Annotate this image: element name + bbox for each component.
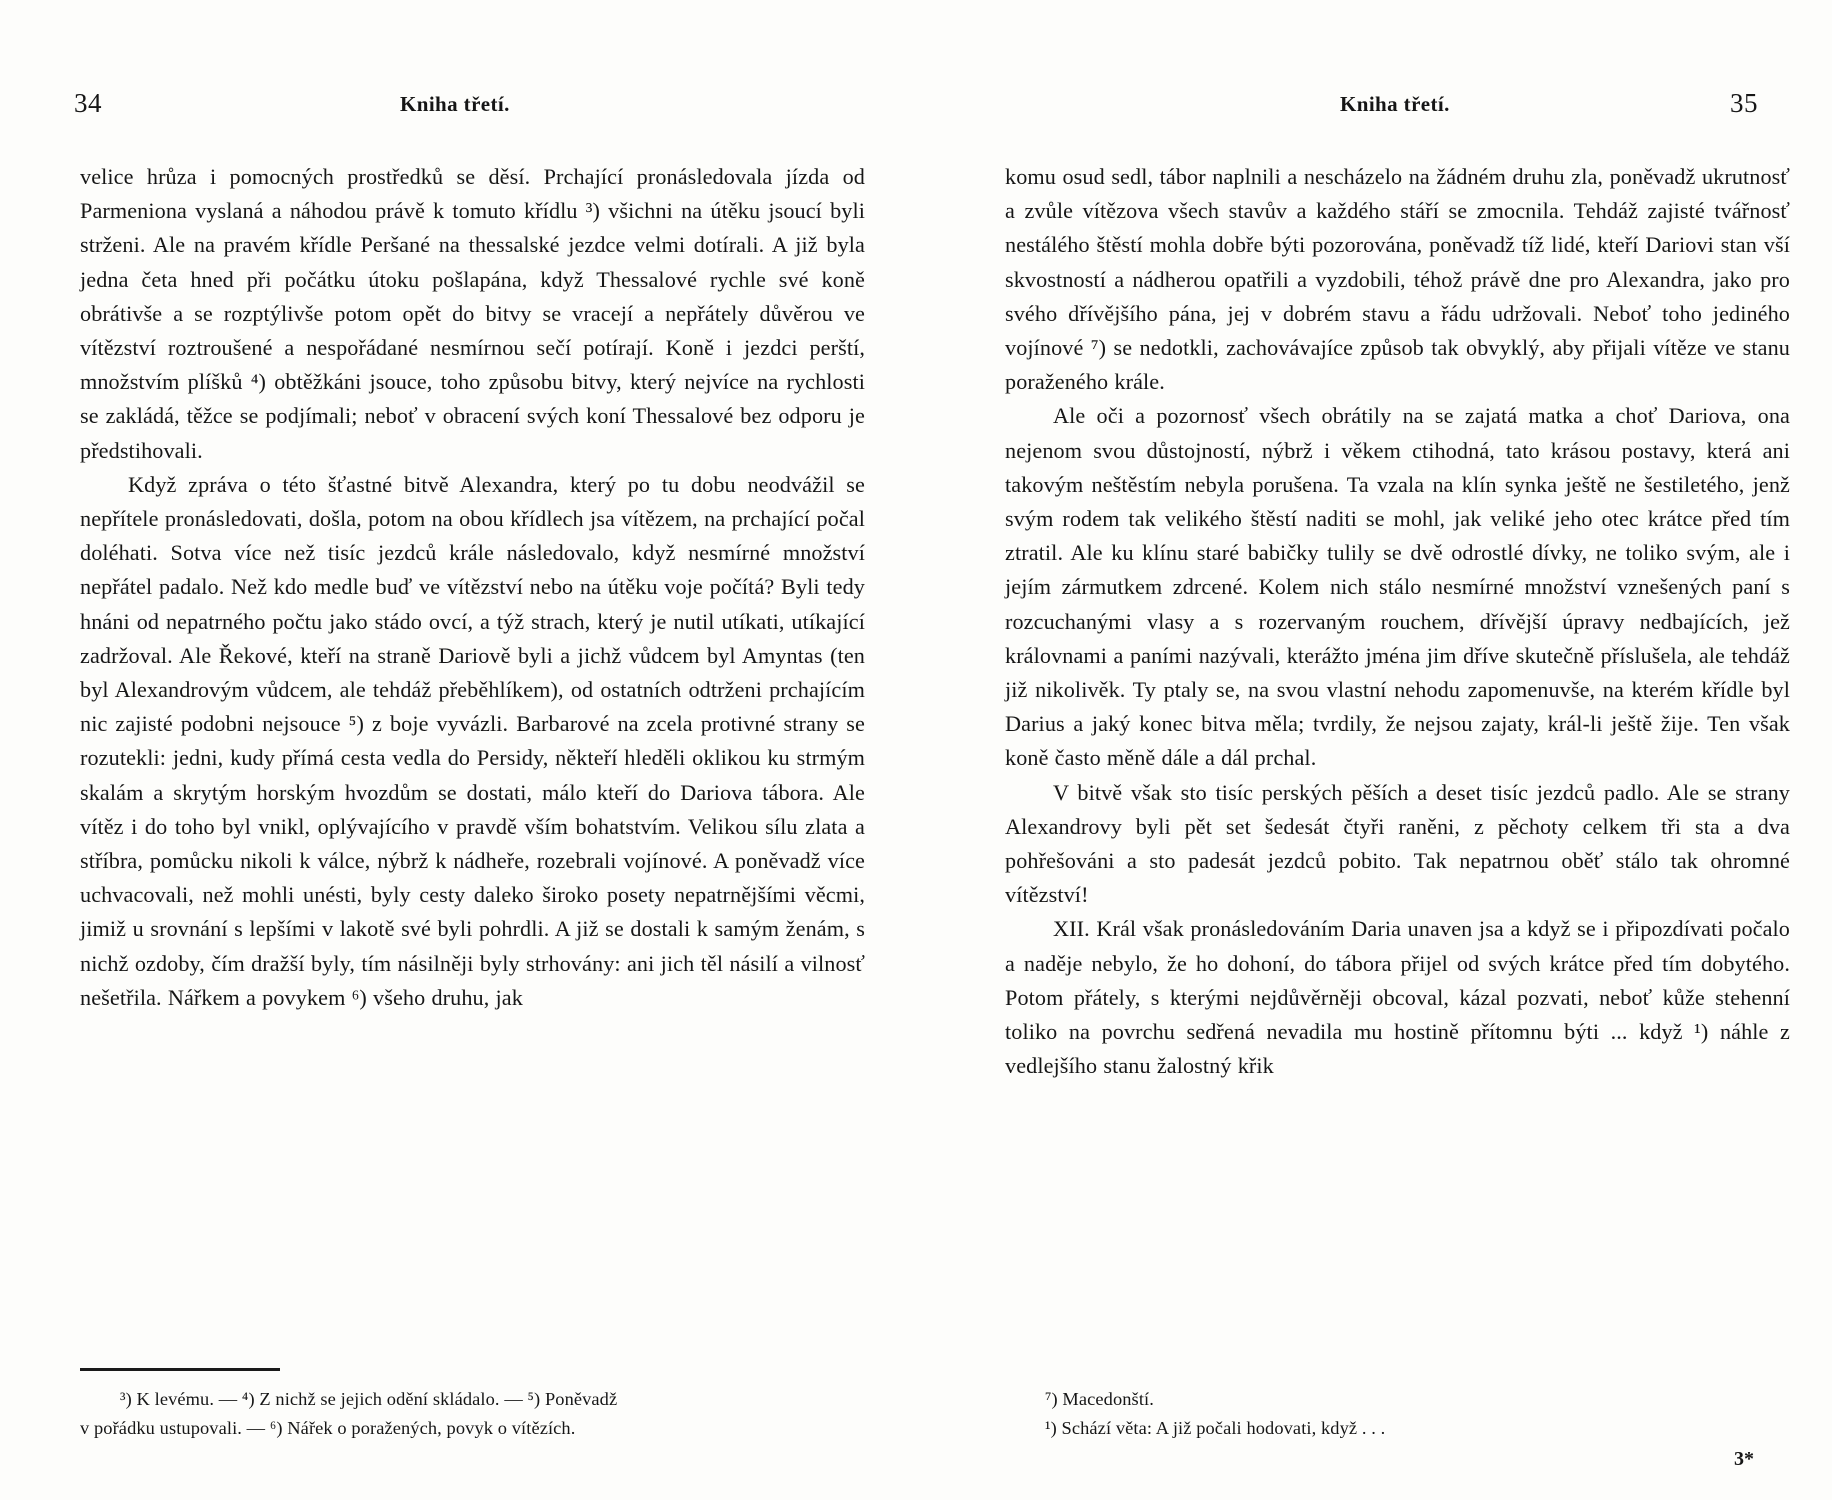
signature-mark: 3* bbox=[1734, 1448, 1754, 1470]
right-column bbox=[1005, 160, 1790, 1083]
paragraph: XII. Král však pronásledováním Daria unaven jsa a když se i připozdívati počalo a naděje nebylo, že ho dohoní, do tábora přijel od svých krátce před tím dobytého. Potom přátely, s kterými nejdůvěrněji obcoval, kázal pozvati, neboť kůže stehenní toliko na povrchu sedřená nevadila mu hostině přítomnu býti ... když ¹) náhle z vedlejšího stanu žalostný křik bbox=[1005, 916, 1790, 1079]
folio-right: 35 bbox=[1730, 88, 1758, 118]
footnote-line: v pořádku ustupovali. — ⁶) Nářek o poražených, povyk o vítězích. bbox=[80, 1418, 576, 1438]
paragraph: komu osud sedl, tábor naplnili a nescházelo na žádném druhu zla, poněvadž ukrutnosť a zvůle vítězova všech stavův a každého stáří se zmocnila. Tehdáž zajisté tvářnosť nestálého štěstí mohla dobře býti pozorována, poněvadž tíž lidé, kteří Dariovi stan vší skvostností a nádherou opatřili a vyzdobili, téhož právě dne pro Alexandra, jako pro svého dřívějšího pána, jej v dobrém stavu a řádu udržovali. Neboť toho jediného vojínové ⁷) se nedotkli, zachovávajíce způsob tak obvyklý, aby přijali vítěze ve stanu poraženého krále. bbox=[1005, 164, 1790, 395]
paragraph: velice hrůza i pomocných prostředků se děsí. Prchající pronásledovala jízda od Parmeniona vyslaná a náhodou právě k tomuto křídlu ³) všichni na útěku jsoucí byli strženi. Ale na pravém křídle Peršané na thessalské jezdce velmi dotírali. A již byla jedna četa hned při počátku útoku pošlapána, když Thessalové rychle své koně obrátivše a se rozptýlivše potom opět do bitvy se vracejí a nepřátely důvěrou ve vítězství roztroušené a nespořádané nesmírnou sečí potírají. Koně i jezdci perští, množstvím plíšků ⁴) obtěžkáni jsouce, toho způsobu bitvy, který nejvíce na rychlosti se zakládá, těžce se podjímali; neboť v obracení svých koní Thessalové bez odporu je předstihovali. bbox=[80, 164, 865, 463]
footnote-rule bbox=[80, 1368, 280, 1371]
left-column bbox=[80, 160, 865, 1015]
folio-left: 34 bbox=[74, 88, 102, 118]
footnotes-right bbox=[1005, 1368, 1790, 1443]
paragraph: Když zpráva o této šťastné bitvě Alexandra, který po tu dobu neodvážil se nepřítele pronásledovati, došla, potom na obou křídlech jsa vítězem, na prchající počal doléhati. Sotva více než tisíc jezdců krále následovalo, když nesmírné množství nepřátel padalo. Než kdo medle buď ve vítězství nebo na útěku voje počítá? Byli tedy hnáni od nepatrného počtu jako stádo ovcí, a týž strach, který je nutil utíkati, utíkající zadržoval. Ale Řekové, kteří na straně Dariově byli a jichž vůdcem byl Amyntas (ten byl Alexandrovým vůdcem, ale tehdáž přeběhlíkem), od ostatních odtrženi prchajícím nic zajisté podobni nejsouce ⁵) z boje vyvázli. Barbarové na zcela protivné strany se rozutekli: jedni, kudy přímá cesta vedla do Persidy, někteří hleděli oklikou ku strmým skalám a skrytým horským hvozdům se dostati, málo kteří do Dariova tábora. Ale vítěz i do toho byl vnikl, oplývajícího v pravdě vším bohatstvím. Velikou sílu zlata a stříbra, pomůcku nikoli k válce, nýbrž k nádheře, rozebrali vojínové. A poněvadž více uchvacovali, než mohli unésti, byly cesty daleko široko posety nepatrnějšími věcmi, jimiž u srovnání s lepšími v lakotě své byli pohrdli. A již se dostali k samým ženám, s nichž ozdoby, čím dražší byly, tím násilněji byly strhovány: ani jich těl násilí a vilnosť nešetřila. Nářkem a povykem ⁶) všeho druhu, jak bbox=[80, 471, 865, 1010]
footnote-line: ¹) Schází věta: A již počali hodovati, když . . . bbox=[1045, 1418, 1386, 1438]
paragraph: Ale oči a pozornosť všech obrátily na se zajatá matka a choť Dariova, ona nejenom svou důstojností, nýbrž i věkem ctihodná, tato krásou postavy, která ani takovým neštěstím nebyla porušena. Ta vzala na klín synka ještě ne šestiletého, jenž svým rodem tak velikého štěstí naditi se mohl, jak veliké jeho otec krátce před tím ztratil. Ale ku klínu staré babičky tulily se dvě odrostlé dívky, ne toliko svým, ale i jejím zármutkem zdrcené. Kolem nich stálo nesmírné množství vznešených paní s rozcuchanými vlasy a s rozervaným rouchem, dřívější úpravy nedbajících, jež královnami a paními nazývali, kterážto jména jim dříve skutečně příslušela, ale tehdáž již nikolivěk. Ty ptaly se, na svou vlastní nehodu zapomenuvše, na kterém křídle byl Darius a jaký konec bitva měla; tvrdily, že nejsou zajaty, král-li ještě žije. Ten však koně často měně dále a dál prchal. bbox=[1005, 403, 1790, 771]
running-head-left: Kniha třetí. bbox=[400, 92, 510, 116]
footnotes-left bbox=[80, 1368, 865, 1443]
footnote-line: ³) K levému. — ⁴) Z nichž se jejich odění skládalo. — ⁵) Poněvadž bbox=[120, 1389, 618, 1409]
page-header bbox=[0, 88, 1832, 120]
footnote-line: ⁷) Macedonští. bbox=[1045, 1389, 1154, 1409]
paragraph: V bitvě však sto tisíc perských pěších a deset tisíc jezdců padlo. Ale se strany Alexandrovy byli pět set šedesát čtyři raněni, z pěchoty celkem tři sta a dva pohřešováni a sto padesát jezdců pobito. Tak nepatrnou oběť stálo tak ohromné vítězství! bbox=[1005, 779, 1790, 908]
running-head-right: Kniha třetí. bbox=[1340, 92, 1450, 116]
